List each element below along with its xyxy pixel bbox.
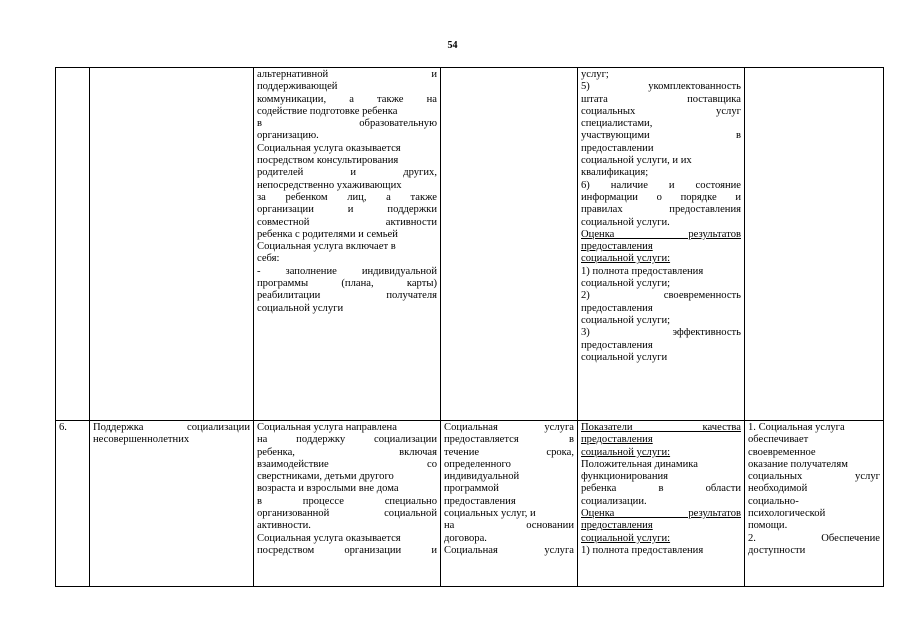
- text-line: психологической: [748, 508, 826, 520]
- text-line: альтернативной и: [257, 69, 437, 80]
- text-line: социальной услуги: [257, 302, 344, 314]
- text-line: предоставления: [581, 520, 653, 532]
- text-line: предоставления: [444, 495, 516, 507]
- service-name-cell: Поддержка социализации несовершеннолетних: [90, 421, 254, 587]
- conditions-cell: [745, 421, 884, 587]
- text-line: предоставления: [581, 302, 653, 314]
- text-line: Показатели качества: [581, 422, 741, 433]
- row-number-cell: 6.: [56, 421, 90, 587]
- text-line: Социальная услуга включает в: [257, 241, 396, 253]
- text-line: социальной услуги:: [581, 446, 671, 458]
- text-line: возраста и взрослыми вне дома: [257, 483, 399, 495]
- text-line: ребенка с родителями и семьей: [257, 228, 398, 240]
- text-line: содействие подготовке ребенка: [257, 105, 398, 117]
- text-line: 2. Обеспечение: [748, 532, 880, 544]
- service-content-cell: [254, 421, 441, 587]
- service-term-cell: [441, 68, 578, 421]
- text-line: на основании: [444, 520, 574, 532]
- quality-indicators-cell: [578, 68, 745, 421]
- text-line: социализации.: [581, 495, 647, 507]
- text-line: Положительная динамика: [581, 458, 698, 470]
- text-line: обеспечивает: [748, 434, 809, 446]
- services-table: [55, 67, 884, 587]
- service-name-cell: [90, 68, 254, 421]
- quality-indicators-cell: [578, 421, 745, 587]
- text-line: программы (плана, карты): [257, 278, 437, 290]
- text-line: предоставления: [581, 434, 653, 446]
- text-line: поддерживающей: [257, 81, 338, 93]
- text-line: штата поставщика: [581, 93, 741, 105]
- text-line: правилах предоставления: [581, 204, 741, 216]
- text-line: себя:: [257, 253, 280, 265]
- text-line: 2) своевременность: [581, 290, 741, 302]
- text-line: 6) наличие и состояние: [581, 179, 741, 191]
- text-line: предоставляется в: [444, 434, 574, 446]
- text-line: Социальная услуга оказывается: [257, 142, 401, 154]
- text-line: 1. Социальная услуга: [748, 422, 845, 433]
- text-line: течение срока,: [444, 446, 574, 458]
- text-line: родителей и других,: [257, 167, 437, 179]
- text-line: предоставления: [581, 339, 653, 351]
- row-number-cell: [56, 68, 90, 421]
- text-line: за ребенком лиц, а также: [257, 191, 437, 203]
- text-line: социально-: [748, 495, 799, 507]
- service-term-cell: [441, 421, 578, 587]
- text-line: доступности: [748, 544, 806, 556]
- text-line: 1) полнота предоставления: [581, 544, 704, 556]
- text-line: Оценка результатов: [581, 228, 741, 240]
- text-line: 1) полнота предоставления: [581, 265, 704, 277]
- text-line: договора.: [444, 532, 487, 544]
- text-line: социальных услуг: [581, 105, 741, 117]
- text-line: реабилитации получателя: [257, 290, 437, 302]
- text-line: Социальная услуга: [444, 544, 574, 556]
- text-line: социальной услуги:: [581, 532, 671, 544]
- text-line: организацию.: [257, 130, 319, 142]
- service-content-cell: [254, 68, 441, 421]
- text-line: программой: [444, 483, 499, 495]
- text-line: Оценка результатов: [581, 508, 741, 520]
- text-line: на поддержку социализации: [257, 434, 437, 446]
- text-line: 5) укомплектованность: [581, 81, 741, 93]
- text-line: квалификация;: [581, 167, 649, 179]
- text-line: предоставления: [581, 241, 653, 253]
- text-line: в образовательную: [257, 118, 437, 130]
- text-line: социальной услуги:: [581, 253, 671, 265]
- text-line: ребенка в области: [581, 483, 741, 495]
- text-line: организованной социальной: [257, 508, 437, 520]
- text-line: Социальная услуга направлена: [257, 422, 397, 433]
- text-line: ребенка, включая: [257, 446, 437, 458]
- text-line: взаимодействие со: [257, 458, 437, 470]
- text-line: услуг;: [581, 69, 609, 80]
- text-line: необходимой: [748, 483, 808, 495]
- text-line: посредством организации и: [257, 544, 437, 556]
- text-line: информации о порядке и: [581, 191, 741, 203]
- text-line: активности.: [257, 520, 311, 532]
- text-line: Социальная услуга: [444, 422, 574, 433]
- text-line: коммуникации, а также на: [257, 93, 437, 105]
- text-line: сверстниками, детьми другого: [257, 471, 394, 483]
- text-line: социальной услуги: [581, 351, 668, 363]
- table-row: [56, 68, 884, 421]
- table-row: [56, 421, 884, 587]
- text-line: социальной услуги;: [581, 278, 671, 290]
- text-line: функционирования: [581, 471, 669, 483]
- text-line: социальных услуг, и: [444, 508, 536, 520]
- text-line: социальных услуг: [748, 471, 880, 483]
- conditions-cell: [745, 68, 884, 421]
- text-line: непосредственно ухаживающих: [257, 179, 402, 191]
- text-line: своевременное: [748, 446, 816, 458]
- text-line: совместной активности: [257, 216, 437, 228]
- text-line: Социальная услуга оказывается: [257, 532, 401, 544]
- text-line: социальной услуги;: [581, 314, 671, 326]
- text-line: посредством консультирования: [257, 155, 399, 167]
- text-line: специалистами,: [581, 118, 653, 130]
- text-line: оказание получателям: [748, 458, 848, 470]
- text-line: социальной услуги, и их: [581, 155, 692, 167]
- page-number: 54: [447, 40, 458, 51]
- text-line: предоставлении: [581, 142, 654, 154]
- text-line: индивидуальной: [444, 471, 520, 483]
- text-line: в процессе специально: [257, 495, 437, 507]
- text-line: участвующими в: [581, 130, 741, 142]
- text-line: социальной услуги.: [581, 216, 670, 228]
- text-line: - заполнение индивидуальной: [257, 265, 437, 277]
- text-line: помощи.: [748, 520, 788, 532]
- text-line: 3) эффективность: [581, 327, 741, 339]
- text-line: определенного: [444, 458, 511, 470]
- text-line: организации и поддержки: [257, 204, 437, 216]
